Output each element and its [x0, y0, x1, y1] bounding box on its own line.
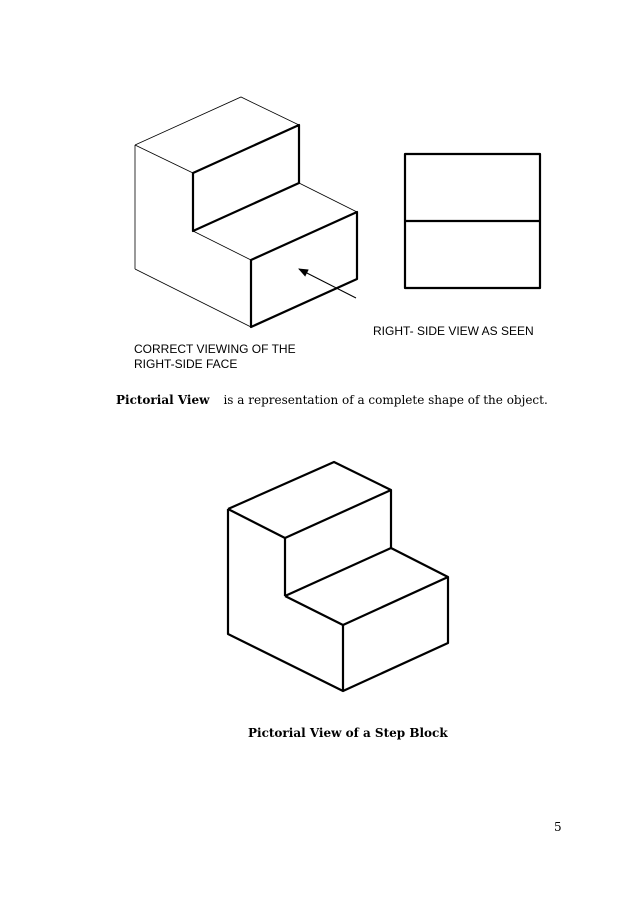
right-side-view-rectangle — [405, 154, 540, 288]
definition-term: Pictorial View — [116, 393, 210, 407]
caption-correct-viewing-line2: RIGHT-SIDE FACE — [134, 357, 238, 371]
step-block-isometric-top — [135, 97, 357, 327]
figure-caption-step-block: Pictorial View of a Step Block — [248, 726, 448, 740]
caption-correct-viewing — [134, 342, 296, 372]
caption-right-side-view: RIGHT- SIDE VIEW AS SEEN — [373, 324, 534, 338]
page-number: 5 — [554, 820, 562, 834]
definition-text: is a representation of a complete shape of the object. — [223, 393, 548, 407]
step-block-pictorial — [228, 462, 448, 691]
caption-correct-viewing-line1: CORRECT VIEWING OF THE — [134, 342, 296, 356]
pictorial-view-definition — [116, 393, 548, 407]
